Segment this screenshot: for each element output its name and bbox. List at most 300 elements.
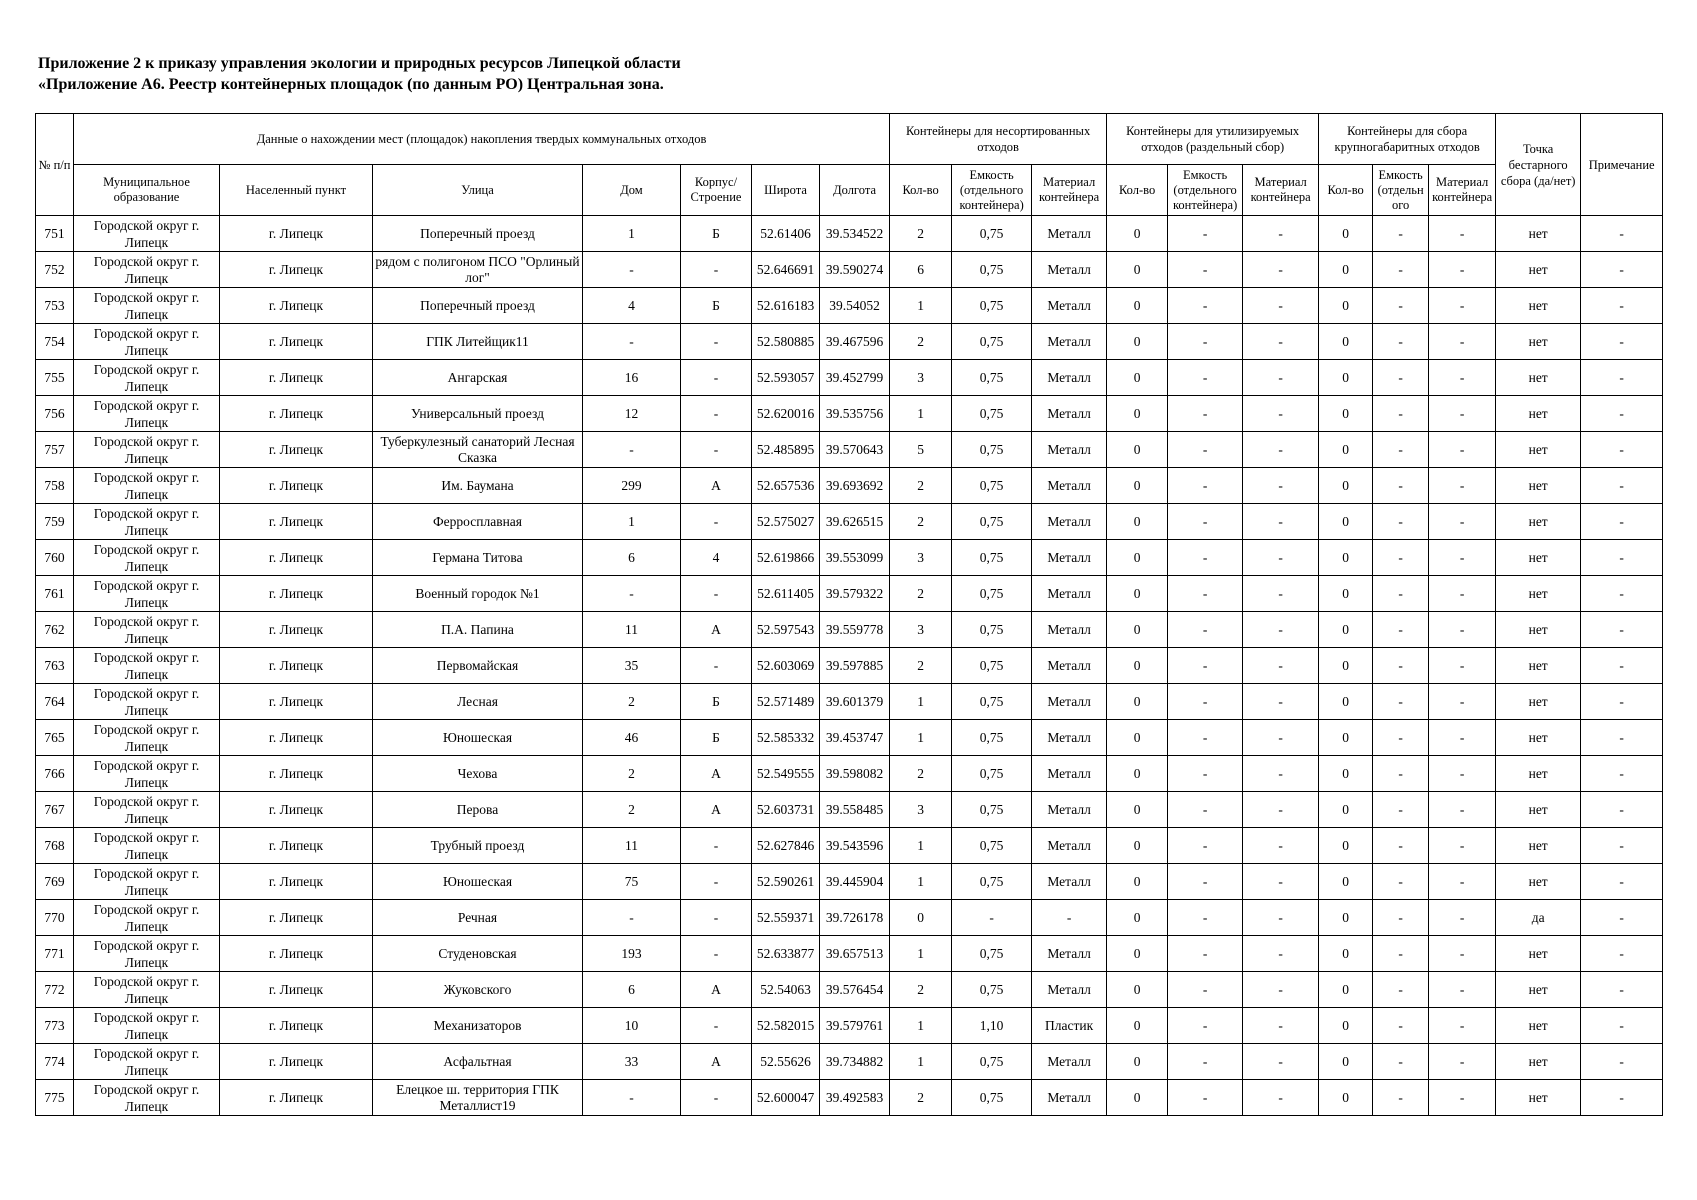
header-unsorted-capacity: Емкость (отдельного контейнера) bbox=[952, 165, 1032, 216]
recyclable-capacity-cell: - bbox=[1168, 864, 1243, 900]
unsorted-material-cell: Металл bbox=[1032, 648, 1107, 684]
note-cell: - bbox=[1581, 468, 1663, 504]
bagless-cell: нет bbox=[1496, 648, 1581, 684]
bulky-material-cell: - bbox=[1429, 216, 1496, 252]
header-recyclable-group: Контейнеры для утилизируемых отходов (раздельный сбор) bbox=[1107, 114, 1319, 165]
bulky-capacity-cell: - bbox=[1373, 684, 1429, 720]
recyclable-capacity-cell: - bbox=[1168, 396, 1243, 432]
street-cell: Перова bbox=[373, 792, 583, 828]
row-number: 763 bbox=[36, 648, 74, 684]
building-cell: - bbox=[681, 936, 752, 972]
longitude-cell: 39.597885 bbox=[820, 648, 890, 684]
recyclable-capacity-cell: - bbox=[1168, 612, 1243, 648]
unsorted-count-cell: 6 bbox=[890, 252, 952, 288]
bulky-count-cell: 0 bbox=[1319, 720, 1373, 756]
bagless-cell: нет bbox=[1496, 396, 1581, 432]
header-unsorted-group: Контейнеры для несортированных отходов bbox=[890, 114, 1107, 165]
building-cell: А bbox=[681, 612, 752, 648]
unsorted-count-cell: 1 bbox=[890, 1008, 952, 1044]
bagless-cell: нет bbox=[1496, 1080, 1581, 1116]
unsorted-count-cell: 2 bbox=[890, 1080, 952, 1116]
recyclable-material-cell: - bbox=[1243, 900, 1319, 936]
recyclable-material-cell: - bbox=[1243, 720, 1319, 756]
bulky-capacity-cell: - bbox=[1373, 540, 1429, 576]
unsorted-material-cell: Металл bbox=[1032, 396, 1107, 432]
bulky-capacity-cell: - bbox=[1373, 756, 1429, 792]
longitude-cell: 39.626515 bbox=[820, 504, 890, 540]
header-row-groups bbox=[36, 114, 1663, 165]
bagless-cell: нет bbox=[1496, 756, 1581, 792]
municipality-cell: Городской округ г. Липецк bbox=[74, 864, 220, 900]
row-number: 757 bbox=[36, 432, 74, 468]
header-bulky-count: Кол-во bbox=[1319, 165, 1373, 216]
municipality-cell: Городской округ г. Липецк bbox=[74, 396, 220, 432]
bulky-capacity-cell: - bbox=[1373, 216, 1429, 252]
note-cell: - bbox=[1581, 756, 1663, 792]
table-row bbox=[36, 468, 1663, 504]
note-cell: - bbox=[1581, 648, 1663, 684]
street-cell: ГПК Литейщик11 bbox=[373, 324, 583, 360]
bagless-cell: нет bbox=[1496, 576, 1581, 612]
unsorted-material-cell: Металл bbox=[1032, 540, 1107, 576]
bulky-material-cell: - bbox=[1429, 288, 1496, 324]
row-number: 758 bbox=[36, 468, 74, 504]
building-cell: - bbox=[681, 360, 752, 396]
house-cell: - bbox=[583, 432, 681, 468]
municipality-cell: Городской округ г. Липецк bbox=[74, 648, 220, 684]
bulky-capacity-cell: - bbox=[1373, 1044, 1429, 1080]
settlement-cell: г. Липецк bbox=[220, 504, 373, 540]
settlement-cell: г. Липецк bbox=[220, 288, 373, 324]
building-cell: А bbox=[681, 972, 752, 1008]
unsorted-capacity-cell: 0,75 bbox=[952, 972, 1032, 1008]
latitude-cell: 52.600047 bbox=[752, 1080, 820, 1116]
unsorted-capacity-cell: 0,75 bbox=[952, 828, 1032, 864]
unsorted-material-cell: Металл bbox=[1032, 504, 1107, 540]
row-number: 774 bbox=[36, 1044, 74, 1080]
unsorted-material-cell: Металл bbox=[1032, 432, 1107, 468]
recyclable-count-cell: 0 bbox=[1107, 504, 1168, 540]
recyclable-count-cell: 0 bbox=[1107, 972, 1168, 1008]
street-cell: Ангарская bbox=[373, 360, 583, 396]
bulky-material-cell: - bbox=[1429, 252, 1496, 288]
header-building: Корпус/ Строение bbox=[681, 165, 752, 216]
recyclable-count-cell: 0 bbox=[1107, 252, 1168, 288]
note-cell: - bbox=[1581, 576, 1663, 612]
building-cell: - bbox=[681, 900, 752, 936]
bagless-cell: нет bbox=[1496, 792, 1581, 828]
bagless-cell: нет bbox=[1496, 432, 1581, 468]
municipality-cell: Городской округ г. Липецк bbox=[74, 792, 220, 828]
recyclable-count-cell: 0 bbox=[1107, 540, 1168, 576]
row-number: 756 bbox=[36, 396, 74, 432]
unsorted-material-cell: Пластик bbox=[1032, 1008, 1107, 1044]
building-cell: - bbox=[681, 828, 752, 864]
bulky-material-cell: - bbox=[1429, 828, 1496, 864]
recyclable-material-cell: - bbox=[1243, 828, 1319, 864]
settlement-cell: г. Липецк bbox=[220, 216, 373, 252]
house-cell: 10 bbox=[583, 1008, 681, 1044]
bulky-material-cell: - bbox=[1429, 396, 1496, 432]
unsorted-count-cell: 3 bbox=[890, 792, 952, 828]
municipality-cell: Городской округ г. Липецк bbox=[74, 756, 220, 792]
unsorted-count-cell: 1 bbox=[890, 720, 952, 756]
municipality-cell: Городской округ г. Липецк bbox=[74, 720, 220, 756]
unsorted-count-cell: 5 bbox=[890, 432, 952, 468]
bagless-cell: нет bbox=[1496, 936, 1581, 972]
bulky-count-cell: 0 bbox=[1319, 936, 1373, 972]
unsorted-material-cell: Металл bbox=[1032, 324, 1107, 360]
longitude-cell: 39.467596 bbox=[820, 324, 890, 360]
settlement-cell: г. Липецк bbox=[220, 936, 373, 972]
row-number: 769 bbox=[36, 864, 74, 900]
longitude-cell: 39.590274 bbox=[820, 252, 890, 288]
table-row bbox=[36, 864, 1663, 900]
latitude-cell: 52.485895 bbox=[752, 432, 820, 468]
unsorted-capacity-cell: 0,75 bbox=[952, 864, 1032, 900]
unsorted-count-cell: 0 bbox=[890, 900, 952, 936]
settlement-cell: г. Липецк bbox=[220, 612, 373, 648]
settlement-cell: г. Липецк bbox=[220, 720, 373, 756]
recyclable-material-cell: - bbox=[1243, 612, 1319, 648]
bulky-material-cell: - bbox=[1429, 936, 1496, 972]
unsorted-capacity-cell: 0,75 bbox=[952, 396, 1032, 432]
settlement-cell: г. Липецк bbox=[220, 540, 373, 576]
street-cell: Трубный проезд bbox=[373, 828, 583, 864]
bulky-count-cell: 0 bbox=[1319, 1008, 1373, 1044]
header-recyclable-material: Материал контейнера bbox=[1243, 165, 1319, 216]
recyclable-material-cell: - bbox=[1243, 684, 1319, 720]
building-cell: А bbox=[681, 756, 752, 792]
house-cell: 6 bbox=[583, 972, 681, 1008]
bulky-capacity-cell: - bbox=[1373, 828, 1429, 864]
row-number: 751 bbox=[36, 216, 74, 252]
note-cell: - bbox=[1581, 900, 1663, 936]
row-number: 755 bbox=[36, 360, 74, 396]
recyclable-capacity-cell: - bbox=[1168, 468, 1243, 504]
longitude-cell: 39.657513 bbox=[820, 936, 890, 972]
row-number: 765 bbox=[36, 720, 74, 756]
bulky-count-cell: 0 bbox=[1319, 288, 1373, 324]
house-cell: 12 bbox=[583, 396, 681, 432]
bulky-capacity-cell: - bbox=[1373, 900, 1429, 936]
building-cell: 4 bbox=[681, 540, 752, 576]
bulky-material-cell: - bbox=[1429, 1008, 1496, 1044]
bulky-capacity-cell: - bbox=[1373, 612, 1429, 648]
street-cell: Механизаторов bbox=[373, 1008, 583, 1044]
unsorted-material-cell: Металл bbox=[1032, 792, 1107, 828]
latitude-cell: 52.603731 bbox=[752, 792, 820, 828]
note-cell: - bbox=[1581, 828, 1663, 864]
municipality-cell: Городской округ г. Липецк bbox=[74, 324, 220, 360]
unsorted-material-cell: Металл bbox=[1032, 576, 1107, 612]
bulky-capacity-cell: - bbox=[1373, 360, 1429, 396]
recyclable-material-cell: - bbox=[1243, 792, 1319, 828]
unsorted-count-cell: 1 bbox=[890, 1044, 952, 1080]
bulky-count-cell: 0 bbox=[1319, 612, 1373, 648]
recyclable-material-cell: - bbox=[1243, 648, 1319, 684]
note-cell: - bbox=[1581, 792, 1663, 828]
note-cell: - bbox=[1581, 864, 1663, 900]
unsorted-capacity-cell: 0,75 bbox=[952, 360, 1032, 396]
recyclable-material-cell: - bbox=[1243, 288, 1319, 324]
municipality-cell: Городской округ г. Липецк bbox=[74, 504, 220, 540]
note-cell: - bbox=[1581, 288, 1663, 324]
longitude-cell: 39.492583 bbox=[820, 1080, 890, 1116]
building-cell: - bbox=[681, 396, 752, 432]
note-cell: - bbox=[1581, 216, 1663, 252]
street-cell: Ферросплавная bbox=[373, 504, 583, 540]
header-bulky-material: Материал контейнера bbox=[1429, 165, 1496, 216]
settlement-cell: г. Липецк bbox=[220, 360, 373, 396]
row-number: 764 bbox=[36, 684, 74, 720]
recyclable-capacity-cell: - bbox=[1168, 216, 1243, 252]
recyclable-capacity-cell: - bbox=[1168, 540, 1243, 576]
bulky-count-cell: 0 bbox=[1319, 468, 1373, 504]
street-cell: Поперечный проезд bbox=[373, 288, 583, 324]
unsorted-material-cell: Металл bbox=[1032, 360, 1107, 396]
municipality-cell: Городской округ г. Липецк bbox=[74, 432, 220, 468]
longitude-cell: 39.693692 bbox=[820, 468, 890, 504]
recyclable-material-cell: - bbox=[1243, 216, 1319, 252]
recyclable-capacity-cell: - bbox=[1168, 1044, 1243, 1080]
unsorted-capacity-cell: 0,75 bbox=[952, 576, 1032, 612]
settlement-cell: г. Липецк bbox=[220, 396, 373, 432]
title-line-2: «Приложение А6. Реестр контейнерных площадок (по данным РО) Центральная зона. bbox=[38, 76, 664, 93]
longitude-cell: 39.453747 bbox=[820, 720, 890, 756]
recyclable-count-cell: 0 bbox=[1107, 900, 1168, 936]
bulky-capacity-cell: - bbox=[1373, 972, 1429, 1008]
settlement-cell: г. Липецк bbox=[220, 756, 373, 792]
bulky-count-cell: 0 bbox=[1319, 864, 1373, 900]
note-cell: - bbox=[1581, 612, 1663, 648]
unsorted-capacity-cell: 1,10 bbox=[952, 1008, 1032, 1044]
unsorted-capacity-cell: 0,75 bbox=[952, 252, 1032, 288]
settlement-cell: г. Липецк bbox=[220, 792, 373, 828]
settlement-cell: г. Липецк bbox=[220, 900, 373, 936]
house-cell: 299 bbox=[583, 468, 681, 504]
recyclable-count-cell: 0 bbox=[1107, 576, 1168, 612]
bulky-capacity-cell: - bbox=[1373, 936, 1429, 972]
latitude-cell: 52.61406 bbox=[752, 216, 820, 252]
recyclable-count-cell: 0 bbox=[1107, 792, 1168, 828]
bagless-cell: нет bbox=[1496, 720, 1581, 756]
unsorted-count-cell: 1 bbox=[890, 396, 952, 432]
recyclable-material-cell: - bbox=[1243, 396, 1319, 432]
house-cell: 1 bbox=[583, 504, 681, 540]
bagless-cell: нет bbox=[1496, 828, 1581, 864]
row-number: 762 bbox=[36, 612, 74, 648]
unsorted-capacity-cell: 0,75 bbox=[952, 1044, 1032, 1080]
house-cell: 11 bbox=[583, 828, 681, 864]
building-cell: А bbox=[681, 1044, 752, 1080]
unsorted-capacity-cell: 0,75 bbox=[952, 792, 1032, 828]
note-cell: - bbox=[1581, 252, 1663, 288]
municipality-cell: Городской округ г. Липецк bbox=[74, 252, 220, 288]
table-row bbox=[36, 1080, 1663, 1116]
unsorted-capacity-cell: 0,75 bbox=[952, 288, 1032, 324]
settlement-cell: г. Липецк bbox=[220, 684, 373, 720]
street-cell: Асфальтная bbox=[373, 1044, 583, 1080]
recyclable-count-cell: 0 bbox=[1107, 756, 1168, 792]
header-no: № п/п bbox=[36, 114, 74, 216]
table-row bbox=[36, 648, 1663, 684]
recyclable-count-cell: 0 bbox=[1107, 324, 1168, 360]
street-cell: Первомайская bbox=[373, 648, 583, 684]
settlement-cell: г. Липецк bbox=[220, 324, 373, 360]
bulky-count-cell: 0 bbox=[1319, 1080, 1373, 1116]
municipality-cell: Городской округ г. Липецк bbox=[74, 900, 220, 936]
unsorted-capacity-cell: 0,75 bbox=[952, 648, 1032, 684]
bulky-count-cell: 0 bbox=[1319, 396, 1373, 432]
header-unsorted-material: Материал контейнера bbox=[1032, 165, 1107, 216]
settlement-cell: г. Липецк bbox=[220, 864, 373, 900]
latitude-cell: 52.619866 bbox=[752, 540, 820, 576]
recyclable-capacity-cell: - bbox=[1168, 972, 1243, 1008]
street-cell: Германа Титова bbox=[373, 540, 583, 576]
table-row bbox=[36, 792, 1663, 828]
latitude-cell: 52.559371 bbox=[752, 900, 820, 936]
row-number: 768 bbox=[36, 828, 74, 864]
building-cell: - bbox=[681, 432, 752, 468]
bulky-capacity-cell: - bbox=[1373, 396, 1429, 432]
unsorted-count-cell: 2 bbox=[890, 324, 952, 360]
unsorted-material-cell: Металл bbox=[1032, 468, 1107, 504]
table-row bbox=[36, 288, 1663, 324]
bagless-cell: нет bbox=[1496, 288, 1581, 324]
longitude-cell: 39.598082 bbox=[820, 756, 890, 792]
header-municipality: Муниципальное образование bbox=[74, 165, 220, 216]
building-cell: - bbox=[681, 1080, 752, 1116]
municipality-cell: Городской округ г. Липецк bbox=[74, 540, 220, 576]
street-cell: Универсальный проезд bbox=[373, 396, 583, 432]
recyclable-capacity-cell: - bbox=[1168, 360, 1243, 396]
unsorted-capacity-cell: 0,75 bbox=[952, 684, 1032, 720]
table-row bbox=[36, 576, 1663, 612]
row-number: 759 bbox=[36, 504, 74, 540]
recyclable-count-cell: 0 bbox=[1107, 936, 1168, 972]
bagless-cell: да bbox=[1496, 900, 1581, 936]
latitude-cell: 52.54063 bbox=[752, 972, 820, 1008]
table-row bbox=[36, 216, 1663, 252]
longitude-cell: 39.570643 bbox=[820, 432, 890, 468]
bulky-count-cell: 0 bbox=[1319, 828, 1373, 864]
row-number: 767 bbox=[36, 792, 74, 828]
unsorted-material-cell: Металл bbox=[1032, 1044, 1107, 1080]
header-row-columns bbox=[36, 165, 1663, 216]
unsorted-capacity-cell: 0,75 bbox=[952, 756, 1032, 792]
latitude-cell: 52.611405 bbox=[752, 576, 820, 612]
latitude-cell: 52.616183 bbox=[752, 288, 820, 324]
longitude-cell: 39.543596 bbox=[820, 828, 890, 864]
house-cell: - bbox=[583, 900, 681, 936]
unsorted-material-cell: Металл bbox=[1032, 216, 1107, 252]
bulky-material-cell: - bbox=[1429, 792, 1496, 828]
bulky-material-cell: - bbox=[1429, 576, 1496, 612]
unsorted-capacity-cell: 0,75 bbox=[952, 936, 1032, 972]
bagless-cell: нет bbox=[1496, 1008, 1581, 1044]
unsorted-count-cell: 2 bbox=[890, 972, 952, 1008]
recyclable-capacity-cell: - bbox=[1168, 936, 1243, 972]
bulky-count-cell: 0 bbox=[1319, 360, 1373, 396]
table-row bbox=[36, 684, 1663, 720]
bulky-count-cell: 0 bbox=[1319, 792, 1373, 828]
settlement-cell: г. Липецк bbox=[220, 1080, 373, 1116]
recyclable-count-cell: 0 bbox=[1107, 612, 1168, 648]
bagless-cell: нет bbox=[1496, 504, 1581, 540]
table-row bbox=[36, 972, 1663, 1008]
bagless-cell: нет bbox=[1496, 252, 1581, 288]
longitude-cell: 39.579322 bbox=[820, 576, 890, 612]
latitude-cell: 52.593057 bbox=[752, 360, 820, 396]
unsorted-count-cell: 1 bbox=[890, 936, 952, 972]
header-recyclable-capacity: Емкость (отдельного контейнера) bbox=[1168, 165, 1243, 216]
recyclable-count-cell: 0 bbox=[1107, 648, 1168, 684]
settlement-cell: г. Липецк bbox=[220, 252, 373, 288]
bulky-count-cell: 0 bbox=[1319, 252, 1373, 288]
bulky-material-cell: - bbox=[1429, 540, 1496, 576]
unsorted-material-cell: Металл bbox=[1032, 612, 1107, 648]
header-settlement: Населенный пункт bbox=[220, 165, 373, 216]
settlement-cell: г. Липецк bbox=[220, 972, 373, 1008]
recyclable-material-cell: - bbox=[1243, 324, 1319, 360]
recyclable-count-cell: 0 bbox=[1107, 360, 1168, 396]
latitude-cell: 52.603069 bbox=[752, 648, 820, 684]
row-number: 770 bbox=[36, 900, 74, 936]
bulky-count-cell: 0 bbox=[1319, 540, 1373, 576]
row-number: 773 bbox=[36, 1008, 74, 1044]
municipality-cell: Городской округ г. Липецк bbox=[74, 972, 220, 1008]
municipality-cell: Городской округ г. Липецк bbox=[74, 828, 220, 864]
unsorted-count-cell: 1 bbox=[890, 288, 952, 324]
note-cell: - bbox=[1581, 720, 1663, 756]
note-cell: - bbox=[1581, 396, 1663, 432]
recyclable-capacity-cell: - bbox=[1168, 432, 1243, 468]
street-cell: Поперечный проезд bbox=[373, 216, 583, 252]
table-row bbox=[36, 396, 1663, 432]
bulky-capacity-cell: - bbox=[1373, 864, 1429, 900]
unsorted-count-cell: 2 bbox=[890, 216, 952, 252]
unsorted-capacity-cell: 0,75 bbox=[952, 468, 1032, 504]
latitude-cell: 52.585332 bbox=[752, 720, 820, 756]
longitude-cell: 39.553099 bbox=[820, 540, 890, 576]
municipality-cell: Городской округ г. Липецк bbox=[74, 936, 220, 972]
latitude-cell: 52.657536 bbox=[752, 468, 820, 504]
row-number: 772 bbox=[36, 972, 74, 1008]
bulky-material-cell: - bbox=[1429, 648, 1496, 684]
unsorted-material-cell: - bbox=[1032, 900, 1107, 936]
municipality-cell: Городской округ г. Липецк bbox=[74, 612, 220, 648]
header-house: Дом bbox=[583, 165, 681, 216]
row-number: 760 bbox=[36, 540, 74, 576]
house-cell: 35 bbox=[583, 648, 681, 684]
table-row bbox=[36, 324, 1663, 360]
note-cell: - bbox=[1581, 1044, 1663, 1080]
latitude-cell: 52.55626 bbox=[752, 1044, 820, 1080]
unsorted-count-cell: 2 bbox=[890, 468, 952, 504]
house-cell: 33 bbox=[583, 1044, 681, 1080]
house-cell: 6 bbox=[583, 540, 681, 576]
settlement-cell: г. Липецк bbox=[220, 1044, 373, 1080]
street-cell: Юношеская bbox=[373, 720, 583, 756]
header-bulky-group: Контейнеры для сбора крупногабаритных отходов bbox=[1319, 114, 1496, 165]
unsorted-capacity-cell: 0,75 bbox=[952, 540, 1032, 576]
bulky-capacity-cell: - bbox=[1373, 648, 1429, 684]
recyclable-capacity-cell: - bbox=[1168, 288, 1243, 324]
recyclable-capacity-cell: - bbox=[1168, 504, 1243, 540]
longitude-cell: 39.558485 bbox=[820, 792, 890, 828]
latitude-cell: 52.575027 bbox=[752, 504, 820, 540]
